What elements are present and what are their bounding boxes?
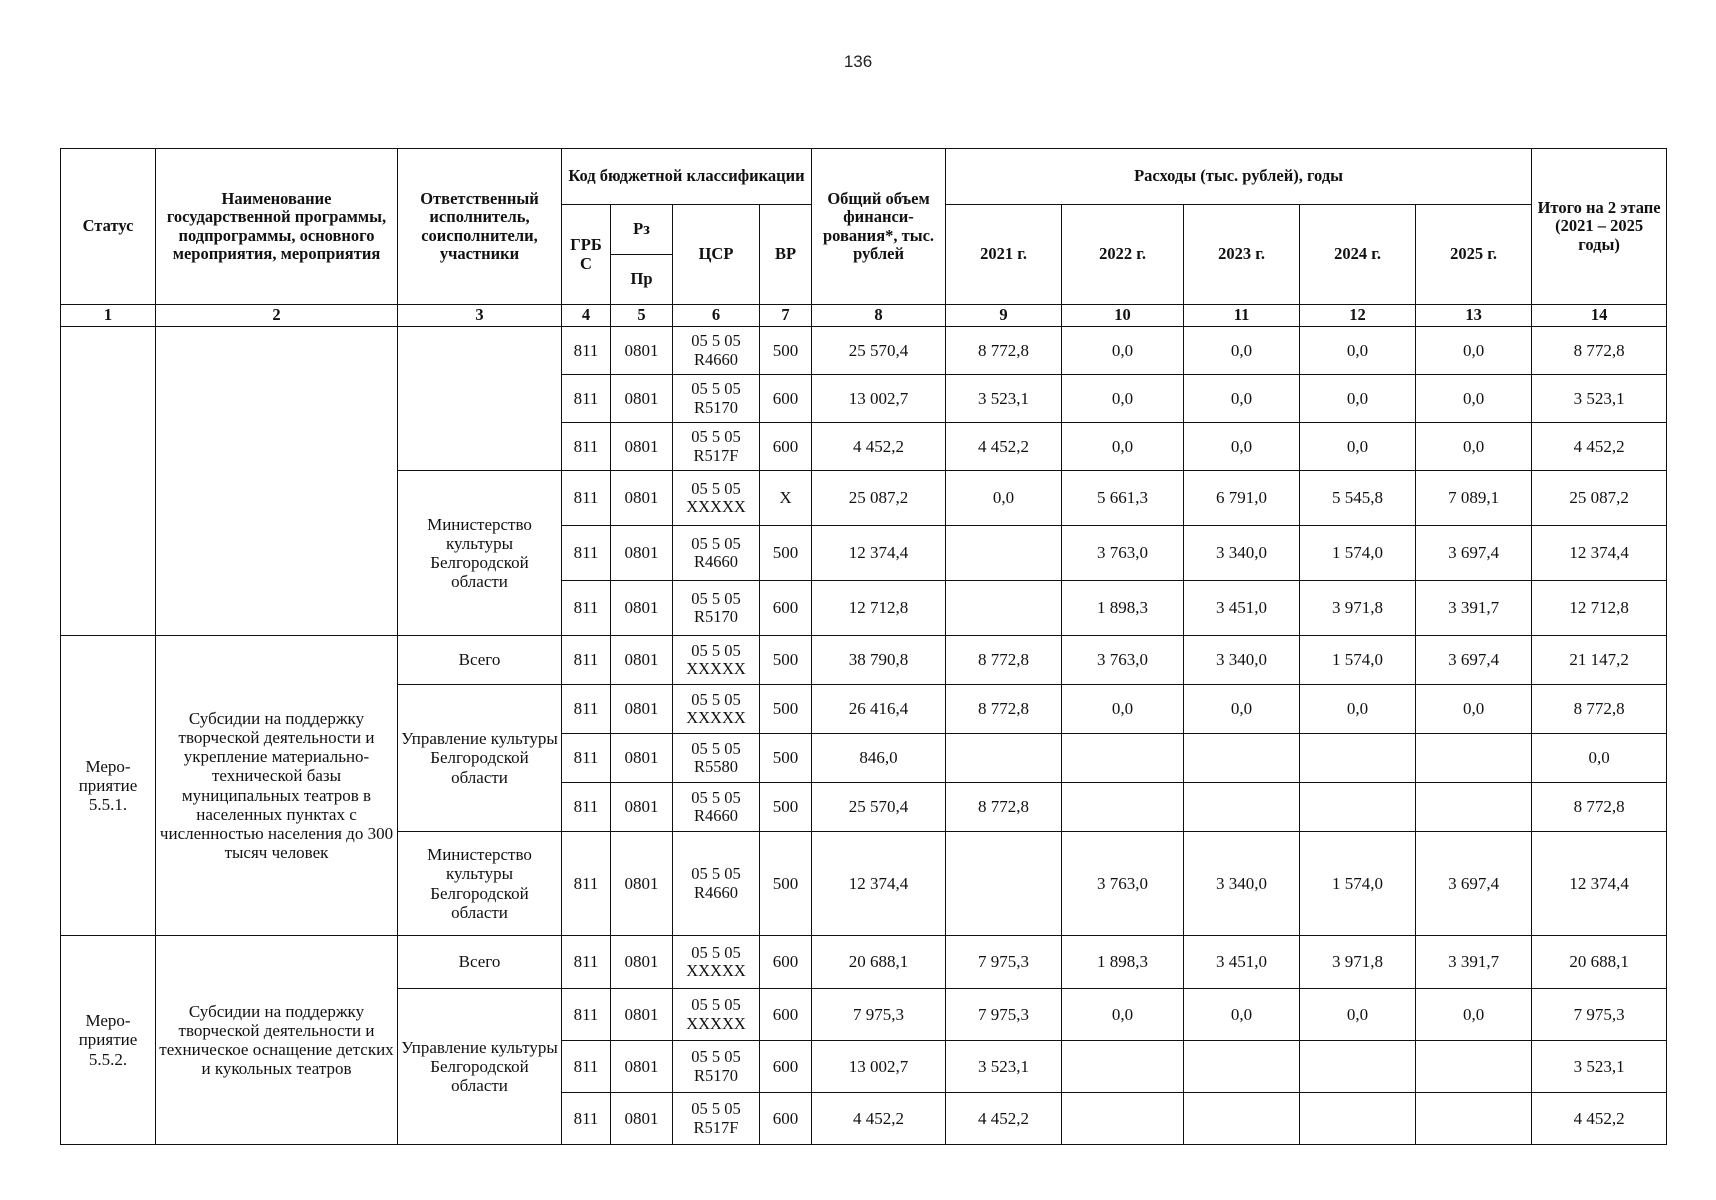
column-number: 10	[1062, 305, 1184, 327]
y2022-cell: 0,0	[1062, 685, 1184, 734]
column-number: 5	[611, 305, 673, 327]
y2025-cell	[1416, 1041, 1532, 1093]
total-cell: 12 374,4	[812, 832, 946, 936]
total-cell: 12 374,4	[812, 526, 946, 581]
y2021-cell: 8 772,8	[946, 783, 1062, 832]
y2023-cell: 0,0	[1184, 989, 1300, 1041]
total-cell: 12 712,8	[812, 581, 946, 636]
rzpr-cell: 0801	[611, 685, 673, 734]
y2022-cell	[1062, 1093, 1184, 1145]
column-number: 8	[812, 305, 946, 327]
executor-cell: Всего	[398, 936, 562, 989]
y2024-cell: 0,0	[1300, 989, 1416, 1041]
y2025-cell: 3 391,7	[1416, 581, 1532, 636]
header-2024: 2024 г.	[1300, 205, 1416, 305]
vr-cell: 600	[760, 1093, 812, 1145]
grbs-cell: 811	[562, 423, 611, 471]
column-number: 11	[1184, 305, 1300, 327]
y2022-cell: 3 763,0	[1062, 832, 1184, 936]
executor-cell: Управление культуры Белгородской области	[398, 989, 562, 1145]
column-number: 7	[760, 305, 812, 327]
total-cell: 7 975,3	[812, 989, 946, 1041]
y2024-cell: 3 971,8	[1300, 581, 1416, 636]
itogo-cell: 3 523,1	[1532, 1041, 1667, 1093]
header-pr: Пр	[611, 255, 673, 305]
itogo-cell: 8 772,8	[1532, 783, 1667, 832]
status-cell	[61, 327, 156, 636]
y2025-cell: 0,0	[1416, 685, 1532, 734]
column-number: 3	[398, 305, 562, 327]
vr-cell: 600	[760, 423, 812, 471]
vr-cell: X	[760, 471, 812, 526]
vr-cell: 600	[760, 581, 812, 636]
rzpr-cell: 0801	[611, 783, 673, 832]
itogo-cell: 12 374,4	[1532, 832, 1667, 936]
y2024-cell	[1300, 1041, 1416, 1093]
itogo-cell: 8 772,8	[1532, 327, 1667, 375]
header-2022: 2022 г.	[1062, 205, 1184, 305]
y2023-cell: 3 451,0	[1184, 581, 1300, 636]
total-cell: 26 416,4	[812, 685, 946, 734]
y2025-cell: 3 391,7	[1416, 936, 1532, 989]
csr-cell: 05 5 05 R5170	[673, 1041, 760, 1093]
y2024-cell: 0,0	[1300, 685, 1416, 734]
vr-cell: 500	[760, 783, 812, 832]
csr-cell: 05 5 05 R4660	[673, 526, 760, 581]
status-cell: Меро-приятие 5.5.2.	[61, 936, 156, 1145]
rzpr-cell: 0801	[611, 936, 673, 989]
status-cell: Меро-приятие 5.5.1.	[61, 636, 156, 936]
y2024-cell: 0,0	[1300, 327, 1416, 375]
y2024-cell: 0,0	[1300, 375, 1416, 423]
y2022-cell: 5 661,3	[1062, 471, 1184, 526]
y2021-cell: 8 772,8	[946, 327, 1062, 375]
column-number: 1	[61, 305, 156, 327]
itogo-cell: 7 975,3	[1532, 989, 1667, 1041]
y2025-cell: 7 089,1	[1416, 471, 1532, 526]
vr-cell: 600	[760, 936, 812, 989]
grbs-cell: 811	[562, 636, 611, 685]
y2022-cell: 0,0	[1062, 375, 1184, 423]
header-code-group: Код бюджетной классификации	[562, 149, 812, 205]
total-cell: 20 688,1	[812, 936, 946, 989]
csr-cell: 05 5 05 XXXXX	[673, 685, 760, 734]
rzpr-cell: 0801	[611, 832, 673, 936]
rzpr-cell: 0801	[611, 423, 673, 471]
y2022-cell: 1 898,3	[1062, 581, 1184, 636]
y2024-cell: 1 574,0	[1300, 832, 1416, 936]
vr-cell: 600	[760, 375, 812, 423]
y2023-cell: 3 340,0	[1184, 636, 1300, 685]
header-2025: 2025 г.	[1416, 205, 1532, 305]
itogo-cell: 20 688,1	[1532, 936, 1667, 989]
y2021-cell	[946, 526, 1062, 581]
table-row	[61, 327, 1667, 375]
itogo-cell: 4 452,2	[1532, 1093, 1667, 1145]
column-number: 4	[562, 305, 611, 327]
header-2023: 2023 г.	[1184, 205, 1300, 305]
y2025-cell: 3 697,4	[1416, 526, 1532, 581]
csr-cell: 05 5 05 XXXXX	[673, 471, 760, 526]
y2021-cell: 8 772,8	[946, 685, 1062, 734]
vr-cell: 500	[760, 685, 812, 734]
total-cell: 25 570,4	[812, 783, 946, 832]
grbs-cell: 811	[562, 936, 611, 989]
y2021-cell: 7 975,3	[946, 989, 1062, 1041]
rzpr-cell: 0801	[611, 734, 673, 783]
grbs-cell: 811	[562, 832, 611, 936]
y2024-cell: 1 574,0	[1300, 636, 1416, 685]
grbs-cell: 811	[562, 471, 611, 526]
y2023-cell: 0,0	[1184, 327, 1300, 375]
grbs-cell: 811	[562, 1041, 611, 1093]
name-cell: Субсидии на поддержку творческой деятельности и укрепление материально-технической базы муниципальных театров в населенных пунктах с численностью населения до 300 тысяч человек	[156, 636, 398, 936]
y2022-cell: 0,0	[1062, 327, 1184, 375]
y2022-cell: 0,0	[1062, 989, 1184, 1041]
vr-cell: 600	[760, 1041, 812, 1093]
executor-cell	[398, 327, 562, 471]
y2025-cell: 0,0	[1416, 327, 1532, 375]
y2023-cell: 0,0	[1184, 423, 1300, 471]
rzpr-cell: 0801	[611, 1093, 673, 1145]
total-cell: 25 570,4	[812, 327, 946, 375]
y2022-cell: 3 763,0	[1062, 526, 1184, 581]
y2024-cell	[1300, 783, 1416, 832]
csr-cell: 05 5 05 R4660	[673, 832, 760, 936]
grbs-cell: 811	[562, 375, 611, 423]
vr-cell: 500	[760, 327, 812, 375]
y2023-cell: 3 451,0	[1184, 936, 1300, 989]
header-csr: ЦСР	[673, 205, 760, 305]
y2023-cell: 0,0	[1184, 375, 1300, 423]
y2024-cell: 1 574,0	[1300, 526, 1416, 581]
grbs-cell: 811	[562, 734, 611, 783]
vr-cell: 600	[760, 989, 812, 1041]
rzpr-cell: 0801	[611, 471, 673, 526]
grbs-cell: 811	[562, 1093, 611, 1145]
y2022-cell: 3 763,0	[1062, 636, 1184, 685]
rzpr-cell: 0801	[611, 581, 673, 636]
rzpr-cell: 0801	[611, 526, 673, 581]
table-row	[61, 936, 1667, 989]
rzpr-cell: 0801	[611, 636, 673, 685]
grbs-cell: 811	[562, 581, 611, 636]
total-cell: 13 002,7	[812, 1041, 946, 1093]
y2022-cell	[1062, 783, 1184, 832]
csr-cell: 05 5 05 XXXXX	[673, 636, 760, 685]
csr-cell: 05 5 05 R5170	[673, 375, 760, 423]
column-number: 13	[1416, 305, 1532, 327]
y2021-cell	[946, 832, 1062, 936]
header-grbs: ГРБС	[562, 205, 611, 305]
total-cell: 38 790,8	[812, 636, 946, 685]
itogo-cell: 12 374,4	[1532, 526, 1667, 581]
grbs-cell: 811	[562, 327, 611, 375]
executor-cell: Министерство культуры Белгородской области	[398, 471, 562, 636]
y2023-cell	[1184, 1093, 1300, 1145]
y2024-cell	[1300, 734, 1416, 783]
y2023-cell: 3 340,0	[1184, 832, 1300, 936]
total-cell: 846,0	[812, 734, 946, 783]
y2023-cell	[1184, 783, 1300, 832]
column-number: 9	[946, 305, 1062, 327]
total-cell: 4 452,2	[812, 1093, 946, 1145]
y2022-cell	[1062, 734, 1184, 783]
header-expenses-group: Расходы (тыс. рублей), годы	[946, 149, 1532, 205]
name-cell	[156, 327, 398, 636]
vr-cell: 500	[760, 526, 812, 581]
itogo-cell: 25 087,2	[1532, 471, 1667, 526]
header-total-volume: Общий объем финанси-рования*, тыс. рублей	[812, 149, 946, 305]
y2024-cell	[1300, 1093, 1416, 1145]
itogo-cell: 4 452,2	[1532, 423, 1667, 471]
y2025-cell: 0,0	[1416, 375, 1532, 423]
grbs-cell: 811	[562, 685, 611, 734]
y2021-cell: 3 523,1	[946, 1041, 1062, 1093]
csr-cell: 05 5 05 XXXXX	[673, 936, 760, 989]
itogo-cell: 12 712,8	[1532, 581, 1667, 636]
y2025-cell	[1416, 783, 1532, 832]
column-number: 6	[673, 305, 760, 327]
executor-cell: Всего	[398, 636, 562, 685]
y2023-cell: 6 791,0	[1184, 471, 1300, 526]
column-number: 14	[1532, 305, 1667, 327]
csr-cell: 05 5 05 R517F	[673, 1093, 760, 1145]
header-status: Статус	[61, 149, 156, 305]
csr-cell: 05 5 05 R4660	[673, 783, 760, 832]
vr-cell: 500	[760, 832, 812, 936]
rzpr-cell: 0801	[611, 989, 673, 1041]
y2025-cell	[1416, 734, 1532, 783]
y2025-cell: 0,0	[1416, 989, 1532, 1041]
total-cell: 4 452,2	[812, 423, 946, 471]
y2024-cell: 0,0	[1300, 423, 1416, 471]
y2025-cell: 3 697,4	[1416, 636, 1532, 685]
grbs-cell: 811	[562, 526, 611, 581]
y2023-cell	[1184, 1041, 1300, 1093]
itogo-cell: 8 772,8	[1532, 685, 1667, 734]
y2021-cell: 7 975,3	[946, 936, 1062, 989]
header-itogo: Итого на 2 этапе (2021 – 2025 годы)	[1532, 149, 1667, 305]
y2021-cell: 4 452,2	[946, 423, 1062, 471]
column-number: 2	[156, 305, 398, 327]
y2022-cell	[1062, 1041, 1184, 1093]
vr-cell: 500	[760, 636, 812, 685]
y2021-cell: 4 452,2	[946, 1093, 1062, 1145]
y2022-cell: 0,0	[1062, 423, 1184, 471]
header-executor: Ответственный исполнитель, соисполнители, участники	[398, 149, 562, 305]
table-row	[61, 636, 1667, 685]
y2023-cell: 0,0	[1184, 685, 1300, 734]
total-cell: 13 002,7	[812, 375, 946, 423]
vr-cell: 500	[760, 734, 812, 783]
y2021-cell: 3 523,1	[946, 375, 1062, 423]
csr-cell: 05 5 05 R5170	[673, 581, 760, 636]
total-cell: 25 087,2	[812, 471, 946, 526]
csr-cell: 05 5 05 R517F	[673, 423, 760, 471]
budget-table	[60, 148, 1667, 1145]
y2024-cell: 5 545,8	[1300, 471, 1416, 526]
y2025-cell: 3 697,4	[1416, 832, 1532, 936]
y2023-cell: 3 340,0	[1184, 526, 1300, 581]
itogo-cell: 21 147,2	[1532, 636, 1667, 685]
grbs-cell: 811	[562, 989, 611, 1041]
y2024-cell: 3 971,8	[1300, 936, 1416, 989]
header-vr: ВР	[760, 205, 812, 305]
page-number: 136	[843, 52, 873, 71]
rzpr-cell: 0801	[611, 1041, 673, 1093]
csr-cell: 05 5 05 R5580	[673, 734, 760, 783]
y2025-cell: 0,0	[1416, 423, 1532, 471]
itogo-cell: 3 523,1	[1532, 375, 1667, 423]
csr-cell: 05 5 05 R4660	[673, 327, 760, 375]
y2023-cell	[1184, 734, 1300, 783]
column-number: 12	[1300, 305, 1416, 327]
header-name: Наименование государственной программы, подпрограммы, основного мероприятия, мероприятия	[156, 149, 398, 305]
executor-cell: Министерство культуры Белгородской области	[398, 832, 562, 936]
rzpr-cell: 0801	[611, 375, 673, 423]
grbs-cell: 811	[562, 783, 611, 832]
rzpr-cell: 0801	[611, 327, 673, 375]
y2021-cell	[946, 734, 1062, 783]
header-2021: 2021 г.	[946, 205, 1062, 305]
y2025-cell	[1416, 1093, 1532, 1145]
y2021-cell	[946, 581, 1062, 636]
y2021-cell: 8 772,8	[946, 636, 1062, 685]
name-cell: Субсидии на поддержку творческой деятельности и техническое оснащение детских и кукольных театров	[156, 936, 398, 1145]
y2021-cell: 0,0	[946, 471, 1062, 526]
csr-cell: 05 5 05 XXXXX	[673, 989, 760, 1041]
executor-cell: Управление культуры Белгородской области	[398, 685, 562, 832]
y2022-cell: 1 898,3	[1062, 936, 1184, 989]
itogo-cell: 0,0	[1532, 734, 1667, 783]
header-rz: Рз	[611, 205, 673, 255]
